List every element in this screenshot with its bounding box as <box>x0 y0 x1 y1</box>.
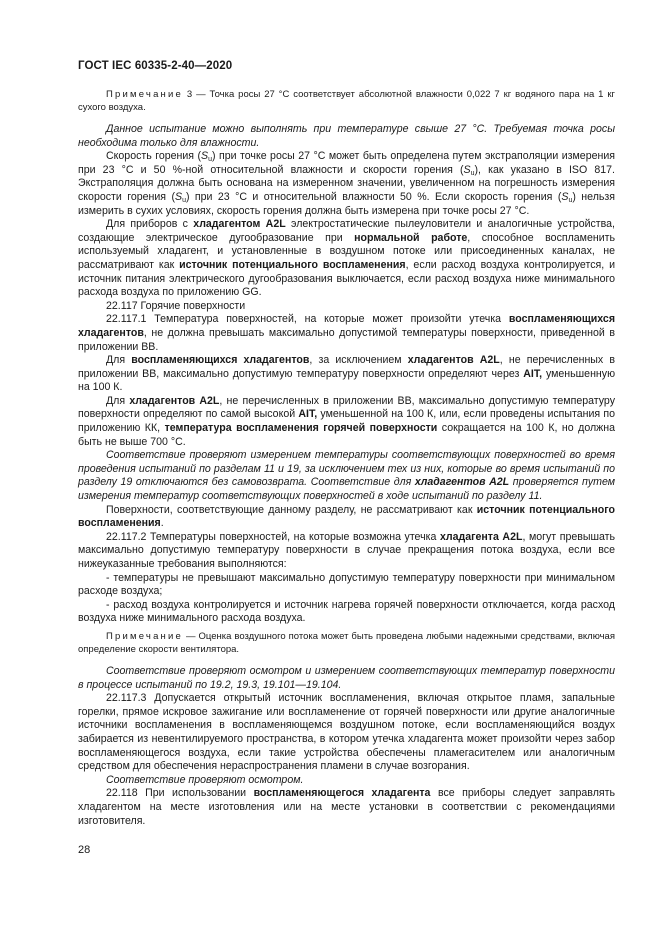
paragraph: 22.118 При использовании воспламеняющегося хладагента все приборы следует заправлять хладагентом на месте изготовления или на месте установки в соответствии с рекомендациями изготовителя. <box>78 787 615 827</box>
paragraph: Поверхности, соответствующие данному разделу, не рассматривают как источник потенциального воспламенения. <box>78 503 615 530</box>
paragraph: 22.117.1 Температура поверхностей, на которые может произойти утечка воспламеняющихся хладагентов, не должна превышать максимально допустимой температуры поверхности, приведенной в приложении ВВ. <box>78 313 615 353</box>
paragraph: Для воспламеняющихся хладагентов, за исключением хладагентов A2L, не перечисленных в приложении ВВ, максимально допустимую температуру поверхности определяют через AIT, уменьшенную на 100 К. <box>78 354 616 394</box>
note-paragraph: Примечание — Оценка воздушного потока может быть проведена любыми надежными средствами, включая определение скорости вентилятора. <box>78 630 615 655</box>
document-body <box>78 88 615 828</box>
paragraph: - температуры не превышают максимально допустимую температуру поверхности при минимальном расходе воздуха; <box>78 571 615 598</box>
paragraph: Для хладагентов A2L, не перечисленных в приложении ВВ, максимально допустимую температуру поверхности определяют по самой высокой AIT, уменьшенной на 100 К, или, если проведены испытания по приложению КК, температура воспламенения горячей поверхности сокращается на 100 К, но должна быть не выше 700 °С. <box>78 394 616 448</box>
paragraph: Соответствие проверяют измерением температуры соответствующих поверхностей во время проведения испытаний по разделам 11 и 19, за исключением тех из них, которые во время испытаний по разделу 19 отключаются без самовозврата. Соответствие для хладагентов A2L проверяется путем измерения температур соответствующих поверхностей в ходе испытаний по разделу 11. <box>78 449 615 503</box>
paragraph: Соответствие проверяют осмотром и измерением соответствующих температур поверхности в процессе испытаний по 19.2, 19.3, 19.101—19.104. <box>78 664 615 691</box>
paragraph: Скорость горения $(S_u)$ при точке росы 27 °С может быть определена путем экстраполяции измерения при 23 °С и 50 %-ной относительной влажности и скорости горения $(S_u)$, как указано в ISO 817. Экстраполяция должна быть основана на измеренном значении, увеличенном на погрешность измерения скорости горения $(S_u)$ при 23 °С и относительной влажности 50 %. Если скорость горения $(S_u)$ нельзя измерить в сухих условиях, скорость горения должна быть измерена при точке росы 27 °С. <box>78 150 615 217</box>
paragraph: Соответствие проверяют осмотром. <box>106 773 304 786</box>
document-header: ГОСТ IEC 60335-2-40—2020 <box>78 60 233 72</box>
paragraph: Для приборов с хладагентом A2L электростатические пылеуловители и аналогичные устройства, создающие электрическое дугообразование при нормальной работе, способное воспламенить используемый хладагент, и установленные в воздушном потоке или присоединенных каналах, не рассматривают как источник потенциального воспламенения, если расход воздуха контролируется, и источник питания электрического дугообразования выключается, если расход воздуха ниже минимального расхода воздуха по приложению GG. <box>78 218 615 299</box>
paragraph: - расход воздуха контролируется и источник нагрева горячей поверхности отключается, когда расход воздуха ниже минимального расхода воздуха. <box>78 598 615 625</box>
page-number: 28 <box>78 844 91 856</box>
note-paragraph: Примечание 3 — Точка росы 27 °С соответствует абсолютной влажности 0,022 7 кг водяного пара на 1 кг сухого воздуха. <box>78 89 615 113</box>
paragraph: 22.117.2 Температуры поверхностей, на которые возможна утечка хладагента A2L, могут превышать максимально допустимую температуру поверхности в случае прекращения потока воздуха, если все нижеуказанные требования выполняются: <box>78 530 615 570</box>
paragraph: Данное испытание можно выполнять при температуре свыше 27 °С. Требуемая точка росы необходима только для влажности. <box>78 123 615 149</box>
paragraph: 22.117.3 Допускается открытый источник воспламенения, включая открытое пламя, запальные горелки, прямое искровое зажигание или воспламенение от горячей поверхности или другие аналогичные источники воспламенения в воспламеняющемся воздушном потоке, если воспламеняющийся воздух забирается из невентилируемого пространства, в котором утечка хладагента может произойти через забор воспламеняющегося воздуха, если такие устройства обеспечены пламегасителем или аналогичным средством для обеспечения нераспространения пламени в случае возгорания. <box>78 692 615 773</box>
paragraph: 22.117 Горячие поверхности <box>106 299 246 312</box>
